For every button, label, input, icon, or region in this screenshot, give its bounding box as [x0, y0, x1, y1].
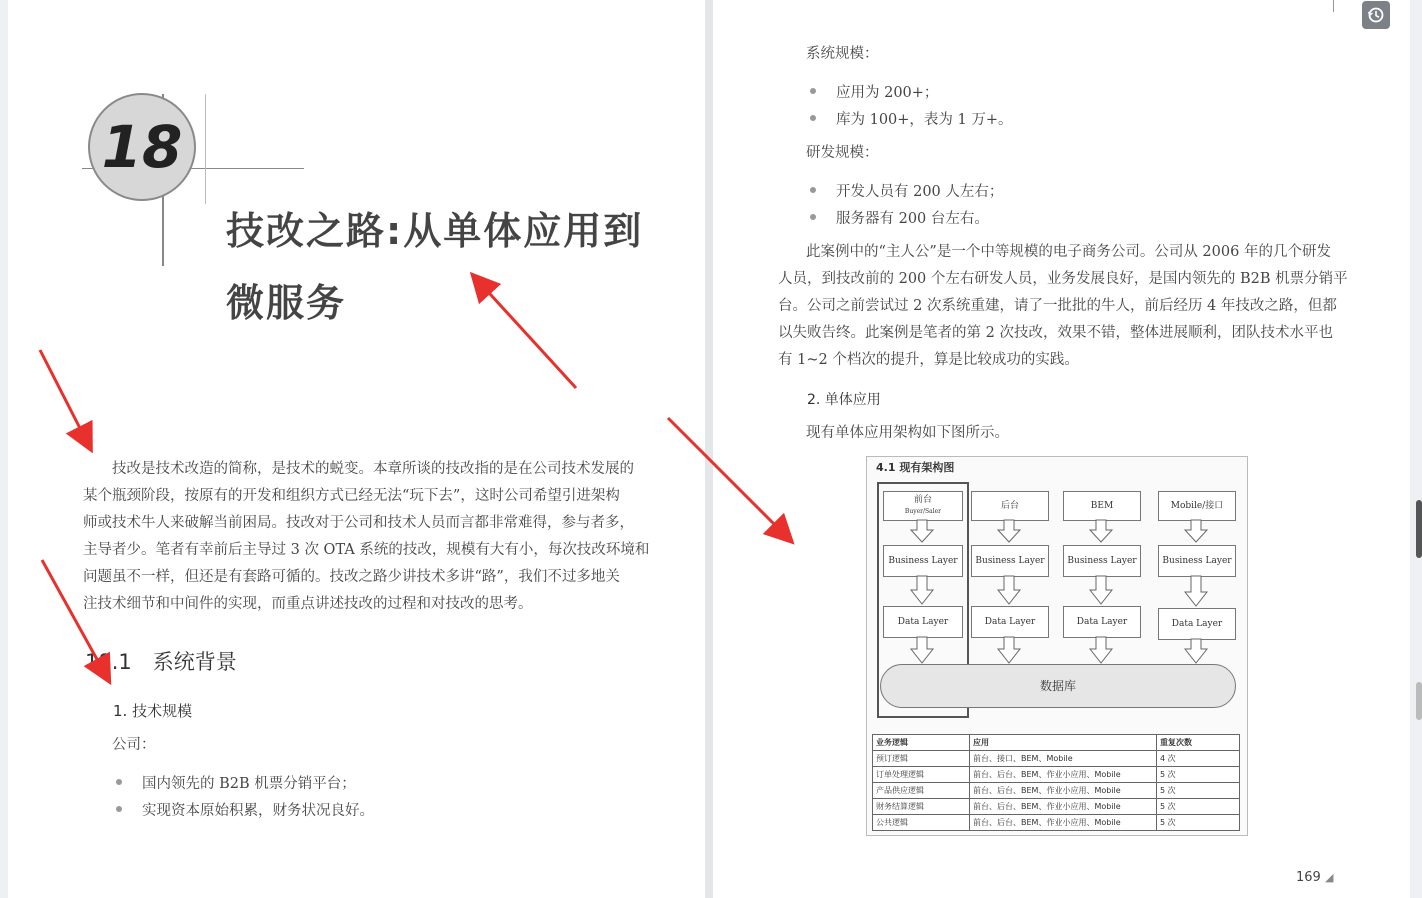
top-box-back: 后台 — [971, 491, 1049, 521]
intro-line: 某个瓶颈阶段，按原有的开发和组织方式已经无法“玩下去”，这时公司希望引进架构 — [83, 488, 620, 504]
table-cell: 前台、后台、BEM、作业小应用、Mobile — [970, 783, 1157, 799]
intro-line: 注技术细节和中间件的实现，而重点讲述技改的过程和对技改的思考。 — [83, 596, 533, 612]
intro-line: 师或技术牛人来破解当前困局。技改对于公司和技术人员而言都非常难得，参与者多， — [83, 515, 634, 531]
chapter-number: 18 — [88, 93, 196, 201]
table-header: 业务逻辑 — [873, 735, 970, 751]
data-layer-box: Data Layer — [883, 606, 963, 638]
annotation-arrow — [668, 418, 784, 534]
table-cell: 前台、后台、BEM、作业小应用、Mobile — [970, 767, 1157, 783]
table-cell: 5 次 — [1157, 799, 1240, 815]
data-layer-box: Data Layer — [1063, 606, 1141, 638]
list-item: 服务器有 200 台左右。 — [836, 207, 989, 228]
table-cell: 产品供应逻辑 — [873, 783, 970, 799]
table-header: 重复次数 — [1157, 735, 1240, 751]
para-line: 此案例中的“主人公”是一个中等规模的电子商务公司。公司从 2006 年的几个研发 — [806, 244, 1331, 260]
sub-heading-tech-scale: 1. 技术规模 — [113, 702, 193, 720]
table-cell: 5 次 — [1157, 815, 1240, 831]
business-layer-box: Business Layer — [971, 545, 1049, 577]
para-line: 人员，到技改前的 200 个左右研发人员，业务发展良好，是国内领先的 B2B 机票分销平 — [778, 271, 1348, 287]
page-number: 169 ◢ — [1296, 870, 1334, 885]
list-item: 开发人员有 200 人左右； — [836, 180, 1003, 201]
diagram-intro: 现有单体应用架构如下图所示。 — [806, 425, 1009, 441]
corner-triangle-icon: ◢ — [1324, 871, 1334, 884]
annotation-arrow — [40, 350, 86, 440]
table-cell: 4 次 — [1157, 751, 1240, 767]
table-cell: 订单处理逻辑 — [873, 767, 970, 783]
table-cell: 5 次 — [1157, 767, 1240, 783]
business-layer-box: Business Layer — [1158, 545, 1236, 577]
database-cylinder: 数据库 — [880, 664, 1236, 708]
intro-line: 技改是技术改造的简称，是技术的蜕变。本章所谈的技改指的是在公司技术发展的 — [112, 461, 634, 477]
list-item: 应用为 200+； — [836, 81, 938, 102]
company-label: 公司： — [112, 737, 156, 753]
annotation-arrow — [42, 560, 104, 672]
list-item: 实现资本原始积累，财务状况良好。 — [142, 799, 374, 820]
chapter-title-line1: 技改之路:从单体应用到 — [226, 209, 644, 253]
para-line: 台。公司之前尝试过 2 次系统重建，请了一批批的牛人，前后经历 4 年技改之路，但都 — [778, 298, 1337, 314]
system-scale-label: 系统规模： — [806, 46, 879, 62]
intro-line: 问题虽不一样，但还是有套路可循的。技改之路少讲技术多讲“路”，我们不过多地关 — [83, 569, 620, 585]
business-layer-box: Business Layer — [883, 545, 963, 577]
rd-scale-label: 研发规模： — [806, 145, 879, 161]
table-cell: 前台、后台、BEM、作业小应用、Mobile — [970, 799, 1157, 815]
para-line: 以失败告终。此案例是笔者的第 2 次技改，效果不错，整体进展顺利，团队技术水平也 — [778, 325, 1333, 341]
table-cell: 前台、接口、BEM、Mobile — [970, 751, 1157, 767]
table-cell: 5 次 — [1157, 783, 1240, 799]
table-cell: 财务结算逻辑 — [873, 799, 970, 815]
annotation-arrow — [480, 283, 576, 388]
top-box-bem: BEM — [1063, 491, 1141, 521]
top-box-mobile: Mobile/接口 — [1158, 491, 1236, 521]
table-cell: 预订逻辑 — [873, 751, 970, 767]
business-layer-box: Business Layer — [1063, 545, 1141, 577]
diagram-title: 4.1 现有架构图 — [876, 461, 955, 474]
list-item: 库为 100+，表为 1 万+。 — [836, 108, 1013, 129]
section-heading: 18.1 系统背景 — [85, 650, 237, 674]
data-layer-box: Data Layer — [1158, 608, 1236, 640]
sub-heading-monolith: 2. 单体应用 — [807, 392, 881, 408]
para-line: 有 1~2 个档次的提升，算是比较成功的实践。 — [778, 352, 1079, 368]
table-cell: 前台、后台、BEM、作业小应用、Mobile — [970, 815, 1157, 831]
top-box-front: 前台 Buyer/Saler — [883, 491, 963, 521]
table-header: 应用 — [970, 735, 1157, 751]
chapter-title-line2: 微服务 — [226, 281, 347, 325]
data-layer-box: Data Layer — [971, 606, 1049, 638]
list-item: 国内领先的 B2B 机票分销平台； — [142, 772, 356, 793]
intro-line: 主导者少。笔者有幸前后主导过 3 次 OTA 系统的技改，规模有大有小，每次技改环境和 — [83, 542, 650, 558]
table-cell: 公共逻辑 — [873, 815, 970, 831]
